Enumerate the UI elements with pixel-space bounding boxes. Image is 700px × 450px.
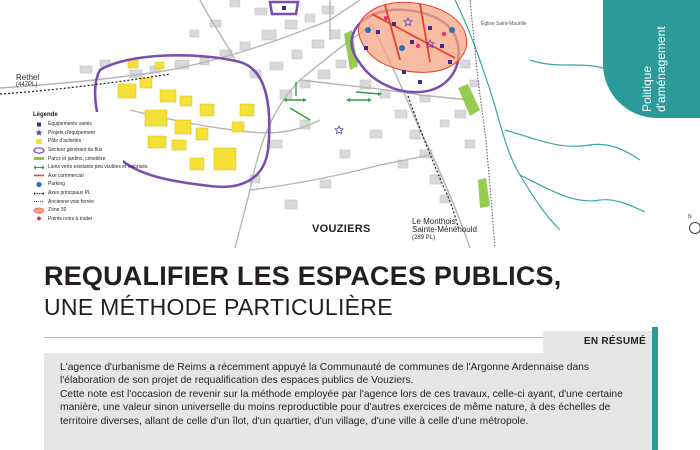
legend-item bbox=[33, 146, 123, 155]
rethel-label: Rethel bbox=[16, 73, 40, 82]
legend-item bbox=[33, 180, 123, 189]
legend-item-label: Pôle d'activités bbox=[48, 138, 82, 145]
accent-bar bbox=[652, 327, 658, 450]
section-tab-line2: d'aménagement bbox=[654, 26, 668, 112]
legend-item-label: Axes principaux PL bbox=[48, 190, 91, 197]
legend-item-label: Secteur générant du flux bbox=[48, 147, 103, 154]
legend-rows bbox=[33, 120, 148, 223]
map-label-eglise: Église Saint-Maurille bbox=[481, 21, 527, 27]
dashed-arrow-icon bbox=[33, 190, 45, 197]
ellipse-icon bbox=[33, 147, 45, 154]
legend-item bbox=[33, 163, 148, 172]
parking-icon bbox=[33, 181, 45, 188]
legend-item bbox=[33, 197, 123, 206]
orange-zone-icon bbox=[33, 207, 45, 214]
summary-paragraph-2: Cette note est l'occasion de revenir sur la méthode employée par l'agence lors de ces travaux, celle-ci ayant, d'une certaine manière, une valeur sinon universelle du moins reproductible pour d'autres exercices de même nature, à des échelles de territoire diverses, allant de celle d'un îlot, d'un quartier, d'un village, d'une ville à celle d'une métropole. bbox=[60, 388, 623, 427]
square-icon bbox=[33, 121, 45, 128]
page-subtitle: UNE MÉTHODE PARTICULIÈRE bbox=[44, 294, 393, 320]
compass-icon bbox=[689, 222, 700, 234]
legend-item bbox=[33, 154, 123, 163]
map-legend bbox=[33, 112, 148, 223]
map-label-rethel bbox=[16, 74, 39, 89]
legend-item-label: Zone 30 bbox=[48, 207, 67, 214]
legend-item-label: Liens verts existants peu visibles et valorisés bbox=[48, 164, 148, 171]
rethel-road-label: (447PL) bbox=[16, 82, 38, 89]
star-icon bbox=[33, 129, 45, 136]
legend-item-label: Parcs et jardins, cimetière bbox=[48, 155, 106, 162]
yellow-square-icon bbox=[33, 138, 45, 145]
summary-paragraph-1: L'agence d'urbanisme de Reims a récemment appuyé la Communauté de communes de l'Argonne Ardennaise dans l'élaboration de son projet de requalification des espaces publics de Vouziers. bbox=[60, 362, 590, 387]
legend-item-label: Axe commercial bbox=[48, 172, 84, 179]
green-bar-icon bbox=[33, 155, 45, 162]
section-tab-label bbox=[640, 26, 668, 112]
double-arrow-icon bbox=[33, 164, 45, 171]
legend-item bbox=[33, 137, 123, 146]
legend-item-label: Équipements variés bbox=[48, 121, 92, 128]
pink-dot-icon bbox=[33, 215, 45, 222]
legend-item-label: Parking bbox=[48, 181, 65, 188]
legend-item bbox=[33, 172, 123, 181]
map-label-monthois bbox=[412, 218, 477, 241]
section-tab-line1: Politique bbox=[640, 65, 654, 112]
menehould-label: Sainte-Ménéhould bbox=[412, 225, 477, 235]
legend-title: Légende bbox=[33, 112, 58, 118]
map-label-town: VOUZIERS bbox=[312, 223, 371, 235]
legend-item bbox=[33, 189, 123, 198]
dotted-line-icon bbox=[33, 198, 45, 205]
legend-item bbox=[33, 215, 123, 224]
legend-item bbox=[33, 129, 123, 138]
legend-item-label: Points noirs à traiter bbox=[48, 215, 93, 222]
legend-item bbox=[33, 120, 123, 129]
monthois-label: Le Monthois bbox=[412, 217, 456, 226]
menehould-road-label: (289 PL) bbox=[412, 234, 436, 241]
legend-item bbox=[33, 206, 123, 215]
page-title: REQUALIFIER LES ESPACES PUBLICS, bbox=[44, 261, 562, 291]
legend-item-label: Ancienne voie ferrée bbox=[48, 198, 94, 205]
summary-text bbox=[60, 361, 646, 428]
red-line-icon bbox=[33, 172, 45, 179]
north-mark: N bbox=[688, 214, 692, 220]
resume-label: EN RÉSUMÉ bbox=[583, 336, 646, 347]
legend-item-label: Projets d'équipement bbox=[48, 129, 95, 136]
